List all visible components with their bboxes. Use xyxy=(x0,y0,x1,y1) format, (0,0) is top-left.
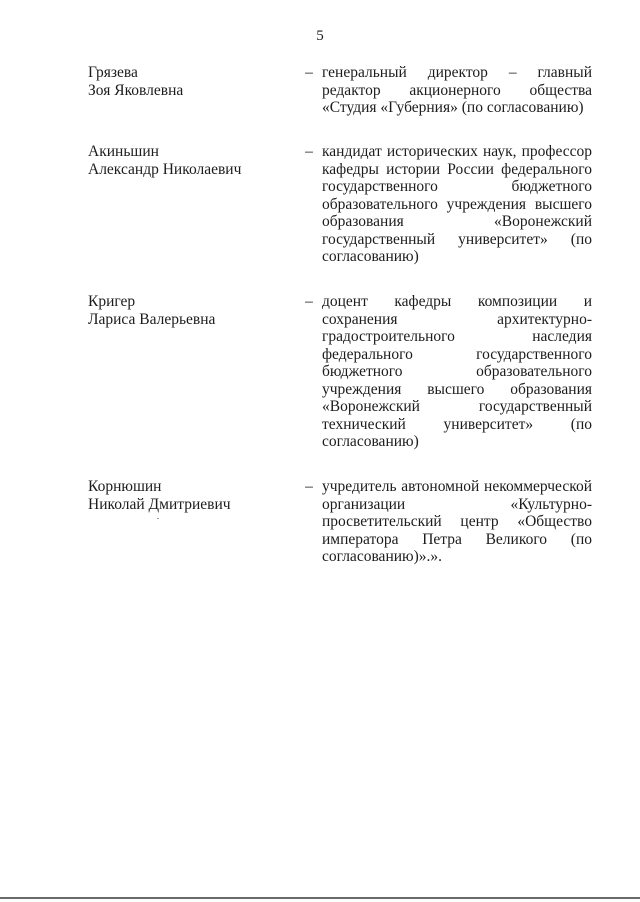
description-line: бюджетного образовательного xyxy=(322,363,592,380)
description-line: федерального государственного xyxy=(322,345,592,363)
separator-dash: – xyxy=(305,478,313,495)
description-line: учредитель автономной некоммерческой xyxy=(322,478,592,495)
member-description xyxy=(322,64,592,117)
description-line: градостроительного наследия xyxy=(322,328,592,345)
description-line: генеральный директор – главный xyxy=(322,64,592,81)
description-line: образования «Воронежский xyxy=(322,213,592,230)
member-given-names: Николай Дмитриевич xyxy=(88,495,231,513)
member-description xyxy=(322,478,592,566)
member-name xyxy=(88,478,288,513)
description-line: согласованию) xyxy=(322,433,419,450)
member-surname: Грязева xyxy=(88,64,138,81)
member-name xyxy=(88,143,288,178)
member-surname: Корнюшин xyxy=(88,478,162,495)
description-line: редактор акционерного общества xyxy=(322,81,592,99)
member-given-names: Зоя Яковлевна xyxy=(88,81,184,99)
member-surname: Кригер xyxy=(88,293,136,310)
description-line: сохранения архитектурно- xyxy=(322,310,592,328)
scan-edge-line xyxy=(0,897,640,899)
description-line: «Воронежский государственный xyxy=(322,398,592,415)
description-line: согласованию)».». xyxy=(322,548,443,565)
description-line: доцент кафедры композиции и xyxy=(322,293,592,310)
member-surname: Акиньшин xyxy=(88,143,159,160)
description-line: государственного бюджетного xyxy=(322,178,592,195)
member-name xyxy=(88,293,288,328)
description-line: кандидат исторических наук, профессор xyxy=(322,143,592,160)
separator-dash: – xyxy=(305,64,313,81)
member-description xyxy=(322,143,592,266)
member-name xyxy=(88,64,288,99)
separator-dash: – xyxy=(305,293,313,310)
member-given-names: Александр Николаевич xyxy=(88,160,242,178)
description-line: организации «Культурно- xyxy=(322,495,592,513)
description-line: государственный университет» (по xyxy=(322,230,592,248)
description-line: согласованию) xyxy=(322,248,419,265)
description-line: учреждения высшего образования xyxy=(322,380,592,398)
description-line: просветительский центр «Общество xyxy=(322,513,592,530)
description-line: «Студия «Губерния» (по согласованию) xyxy=(322,99,584,116)
description-line: императора Петра Великого (по xyxy=(322,530,592,548)
scan-speck xyxy=(157,518,159,519)
description-line: образовательного учреждения высшего xyxy=(322,195,592,213)
member-description xyxy=(322,293,592,451)
description-line: технический университет» (по xyxy=(322,415,592,433)
separator-dash: – xyxy=(305,143,313,160)
page-number: 5 xyxy=(316,28,324,44)
description-line: кафедры истории России федерального xyxy=(322,160,592,178)
member-given-names: Лариса Валерьевна xyxy=(88,310,216,328)
